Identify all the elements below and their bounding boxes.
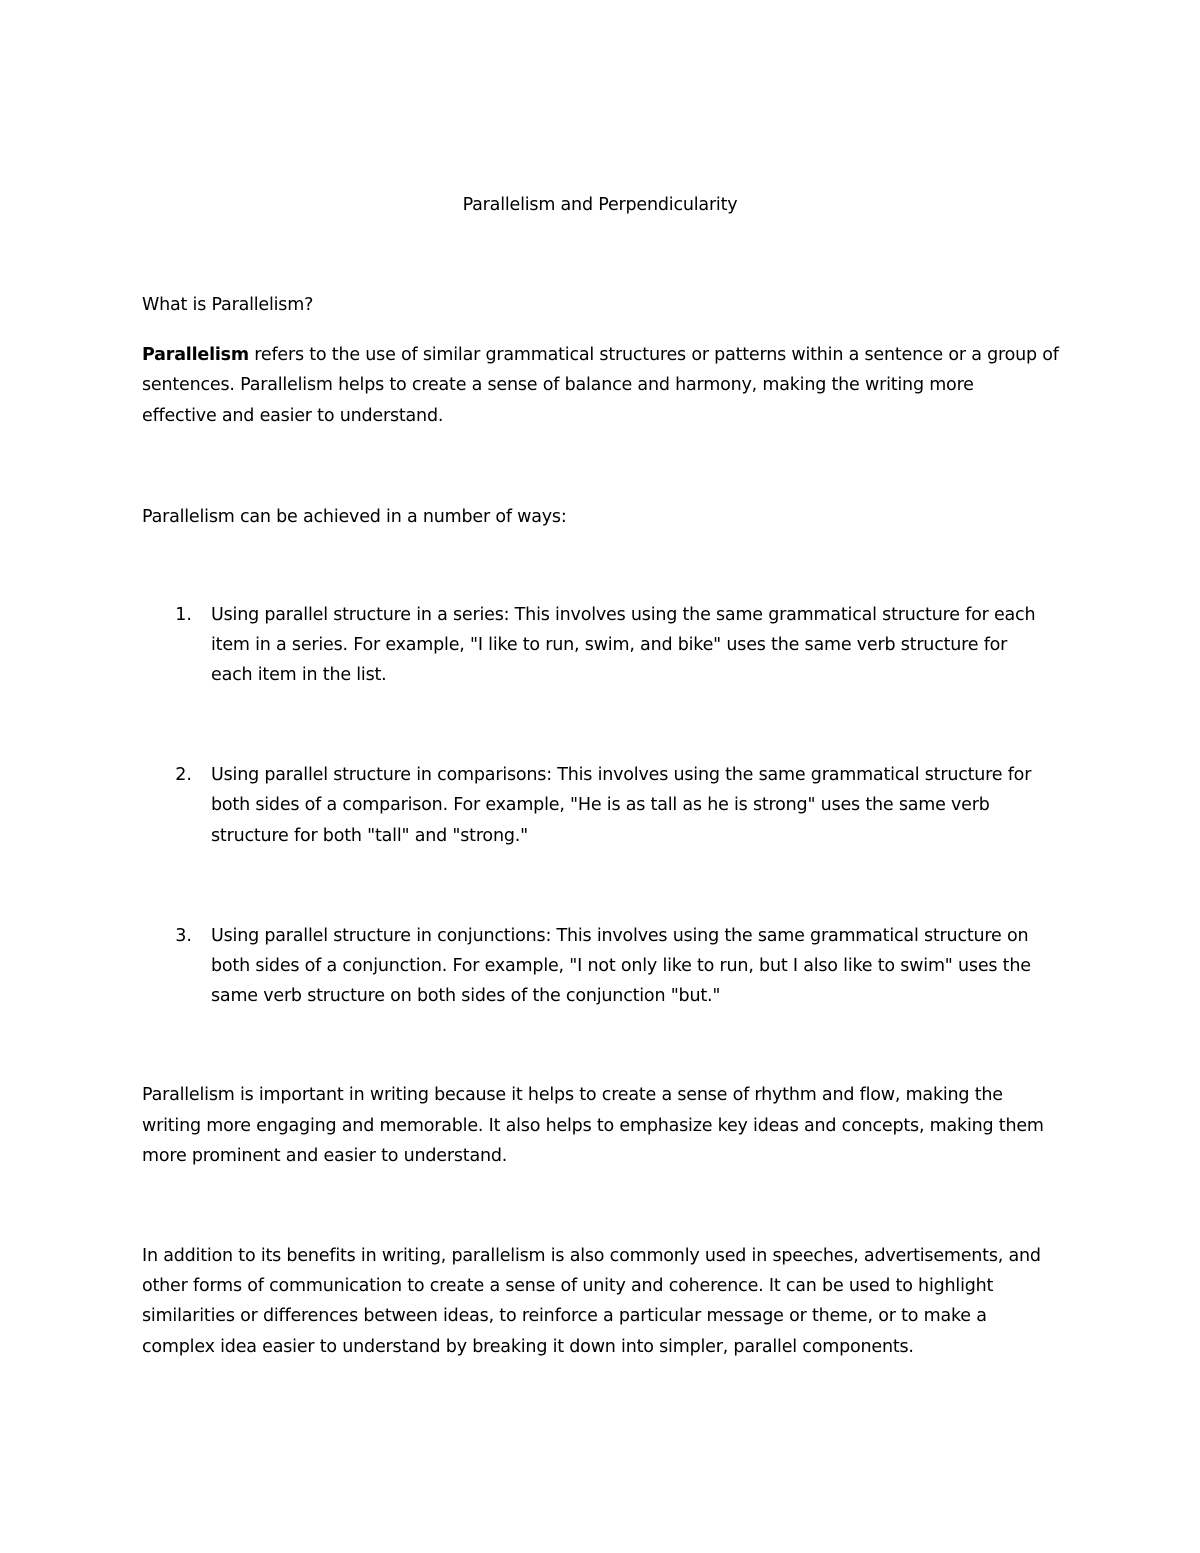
list-item-2-line-3: structure for both "tall" and "strong." <box>211 826 528 846</box>
list-item-1-line-1: Using parallel structure in a series: This involves using the same grammatical structure for each <box>211 605 1036 625</box>
intro-line-1-rest: refers to the use of similar grammatical structures or patterns within a sentence or a group of <box>248 345 1059 365</box>
importance-line-3: more prominent and easier to understand. <box>142 1146 508 1166</box>
ways-intro: Parallelism can be achieved in a number of ways: <box>142 507 567 527</box>
list-number: 1. <box>175 605 192 625</box>
addition-line-4: complex idea easier to understand by breaking it down into simpler, parallel components. <box>142 1337 914 1357</box>
addition-line-2: other forms of communication to create a sense of unity and coherence. It can be used to highlight <box>142 1276 994 1296</box>
list-item-3-line-3: same verb structure on both sides of the conjunction "but." <box>211 986 721 1006</box>
intro-line-3: effective and easier to understand. <box>142 406 444 426</box>
importance-line-1: Parallelism is important in writing because it helps to create a sense of rhythm and flow, making the <box>142 1085 1003 1105</box>
document-title: Parallelism and Perpendicularity <box>462 195 738 215</box>
list-item-2-line-1: Using parallel structure in comparisons: This involves using the same grammatical structure for <box>211 765 1032 785</box>
section-heading: What is Parallelism? <box>142 295 314 315</box>
list-number: 3. <box>175 926 192 946</box>
addition-line-3: similarities or differences between ideas, to reinforce a particular message or theme, or to make a <box>142 1306 987 1326</box>
list-item-3-line-2: both sides of a conjunction. For example, "I not only like to run, but I also like to swim" uses the <box>211 956 1031 976</box>
list-item-1-line-3: each item in the list. <box>211 665 387 685</box>
intro-term: Parallelism <box>142 345 249 365</box>
list-item-1-line-2: item in a series. For example, "I like to run, swim, and bike" uses the same verb structure for <box>211 635 1008 655</box>
importance-line-2: writing more engaging and memorable. It also helps to emphasize key ideas and concepts, making them <box>142 1116 1044 1136</box>
intro-line-2: sentences. Parallelism helps to create a sense of balance and harmony, making the writing more <box>142 375 974 395</box>
list-number: 2. <box>175 765 192 785</box>
list-item-2-line-2: both sides of a comparison. For example, "He is as tall as he is strong" uses the same verb <box>211 795 990 815</box>
intro-line-1 <box>142 340 1059 371</box>
list-item-3-line-1: Using parallel structure in conjunctions: This involves using the same grammatical structure on <box>211 926 1029 946</box>
addition-line-1: In addition to its benefits in writing, parallelism is also commonly used in speeches, advertisements, and <box>142 1246 1041 1266</box>
